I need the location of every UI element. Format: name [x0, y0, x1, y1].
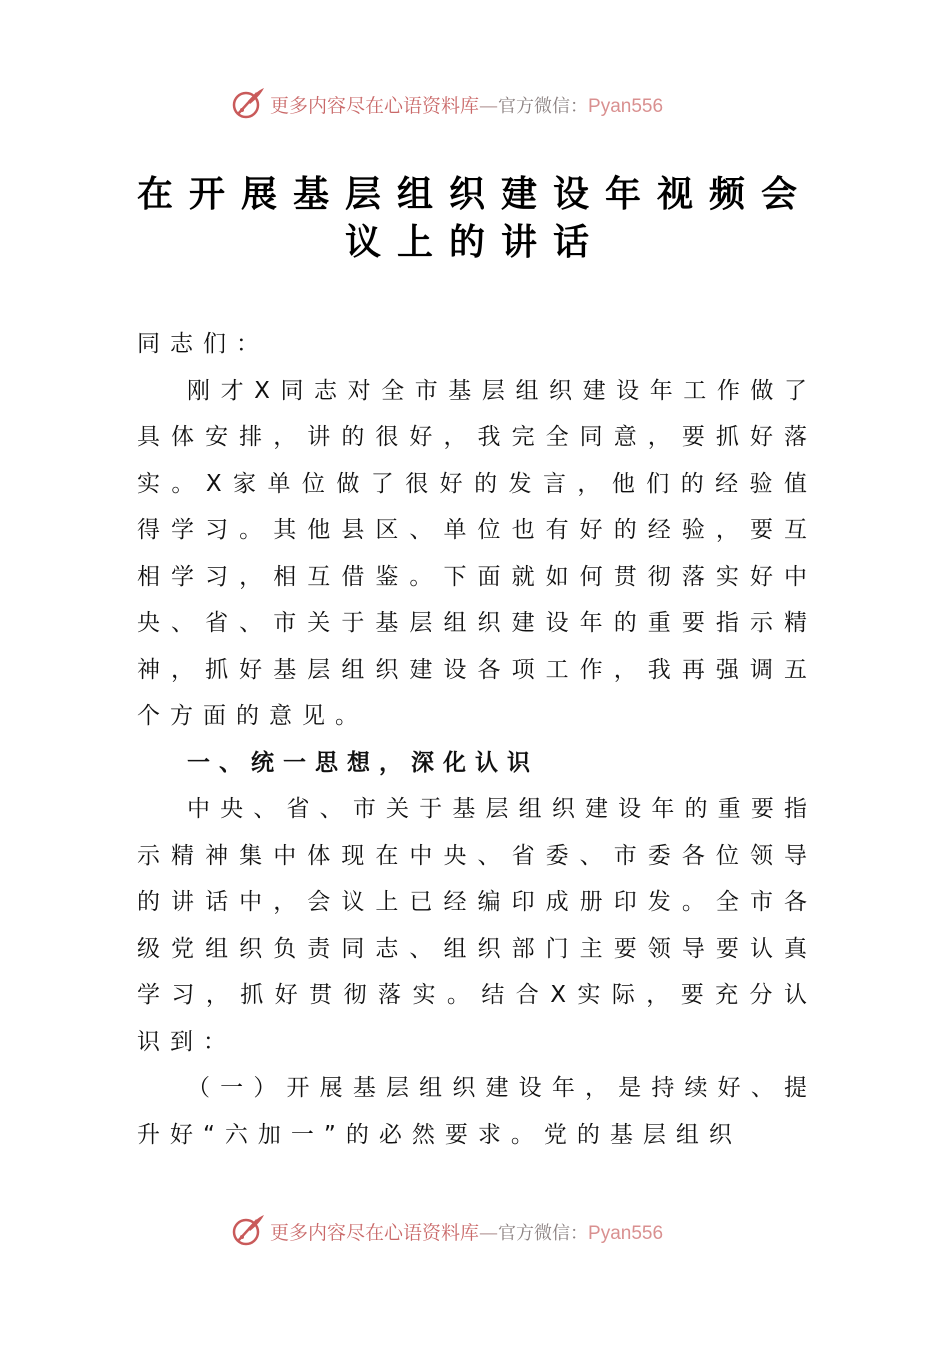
banner-wechat-label: 官方微信：: [498, 1222, 589, 1244]
document-title: [130, 170, 820, 266]
quill-logo-icon: [230, 86, 266, 122]
banner-separator: —: [479, 1221, 499, 1244]
title-line-2: 议上的讲话: [344, 221, 605, 263]
banner-brand: 更多内容尽在心语资料库: [270, 94, 480, 117]
banner-brand: 更多内容尽在心语资料库: [270, 1221, 480, 1244]
banner-account: Pyan556: [588, 1222, 664, 1244]
paragraph-1: 刚才X同志对全市基层组织建设年工作做了具体安排，讲的很好，我完全同意，要抓好落实。X家单位做了很好的发言，他们的经验值得学习。其他县区、单位也有好的经验，要互相学习，相互借鉴。下面就如何贯彻落实好中央、省、市关于基层组织建设年的重要指示精神，抓好基层组织建设各项工作，我再强调五个方面的意见。: [137, 377, 817, 729]
title-line-1: 在开展基层组织建设年视频会: [136, 173, 813, 215]
section-heading-1: 一、统一思想，深化认识: [187, 749, 539, 776]
banner-separator: —: [479, 94, 499, 117]
document-body: [137, 321, 817, 1158]
paragraph-2: 中央、省、市关于基层组织建设年的重要指示精神集中体现在中央、省委、市委各位领导的讲话中，会议上已经编印成册印发。全市各级党组织负责同志、组织部门主要领导要认真学习，抓好贯彻落实。结合X实际，要充分认识到：: [137, 796, 817, 1055]
salutation: 同志们：: [137, 331, 269, 357]
footer-watermark-banner: [230, 1211, 663, 1251]
paragraph-3: （一）开展基层组织建设年，是持续好、提升好“六加一”的必然要求。党的基层组织: [137, 1075, 817, 1148]
banner-text: [270, 1218, 663, 1245]
banner-wechat-label: 官方微信：: [498, 95, 589, 117]
header-watermark-banner: [230, 84, 663, 124]
banner-text: [270, 91, 663, 118]
quill-logo-icon: [230, 1213, 266, 1249]
banner-account: Pyan556: [588, 95, 664, 117]
